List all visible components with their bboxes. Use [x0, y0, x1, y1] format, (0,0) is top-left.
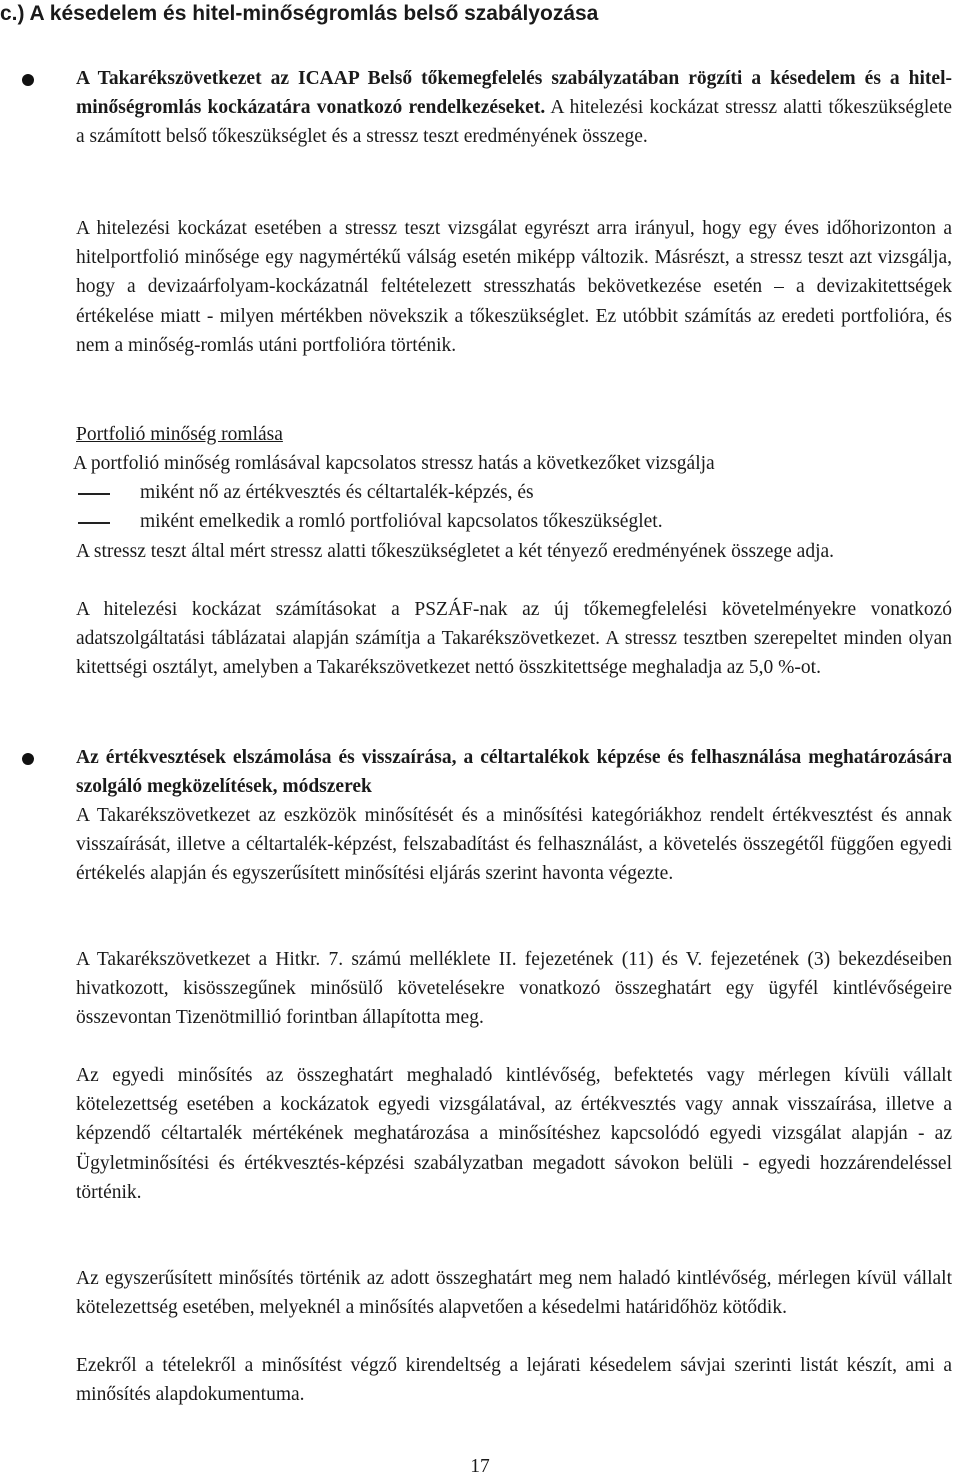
paragraph-text: A Takarékszövetkezet az eszközök minősítését és a minősítési kategóriákhoz rendelt értékvesztést és annak visszaírását, illetve a céltartalék-képzést, felszabadítást és felhasználást, a követelés összegétől függően egyedi értékelés alapján és egyszerűsített minősítési eljárás szerint havonta végezte. — [76, 805, 952, 885]
dash-item-2 — [140, 507, 952, 536]
bullet-icon — [22, 74, 34, 86]
portfolio-block — [73, 420, 952, 478]
section2-paragraph-3 — [76, 1061, 952, 1207]
dash-icon — [78, 522, 110, 524]
dash-icon — [78, 493, 110, 495]
section1-paragraph-4 — [76, 595, 952, 683]
section1-bullet-rest: A hitelezési kockázat stressz alatti tőkeszükséglete a számított belső tőkeszükséglet és a stressz teszt eredményének összege. — [76, 97, 952, 148]
section2-heading-block — [76, 743, 952, 801]
dash-item-1 — [140, 478, 952, 507]
section2-paragraph-1 — [76, 801, 952, 889]
paragraph-text: Az egyszerűsített minősítés történik az adott összeghatárt meg nem haladó kintlévőség, mérlegen kívül vállalt kötelezettség esetében, melyeknél a minősítés alapvetően a késedelmi határidőhöz kötődik. — [76, 1268, 952, 1319]
paragraph-text: A hitelezési kockázat számításokat a PSZÁF-nak az új tőkemegfelelési követelményekre vonatkozó adatszolgáltatási táblázatai alapján számítja a Takarékszövetkezet. A stressz tesztben szerepeltet minden olyan kitettségi osztályt, amelyben a Takarékszövetkezet nettó összkitettsége meghaladja az 5,0 %-ot. — [76, 599, 952, 679]
section1-paragraph-2 — [76, 214, 952, 360]
subheading-portfolio: Portfolió minőség romlása — [76, 424, 283, 445]
section-heading: c.) A késedelem és hitel-minőségromlás belső szabályozása — [0, 2, 599, 25]
dash-item-text: miként emelkedik a romló portfolióval kapcsolatos tőkeszükséglet. — [140, 511, 663, 532]
paragraph-text: A stressz teszt által mért stressz alatti tőkeszükségletet a két tényező eredményének összege adja. — [76, 541, 835, 562]
dash-item-text: miként nő az értékvesztés és céltartalék-képzés, és — [140, 482, 534, 503]
paragraph-text: Az egyedi minősítés az összeghatárt meghaladó kintlévőség, befektetés vagy mérlegen kívüli vállalt kötelezettség esetében a kockázatok egyedi vizsgálatával, az értékvesztés vagy annak visszaírása, illetve a képzendő céltartalék mértékének meghatározása a minősítéshez kapcsolódó egyedi vizsgálat alapján - az Ügyletminősítési és értékvesztés-képzési szabályzatban megadott sávokon belüli - egyedi hozzárendeléssel történik. — [76, 1065, 952, 1203]
section2-paragraph-2 — [76, 945, 952, 1033]
paragraph-text: Ezekről a tételekről a minősítést végző kirendeltség a lejárati késedelem sávjai szerinti listát készít, ami a minősítés alapdokumentuma. — [76, 1355, 952, 1406]
section1-intro — [76, 64, 952, 152]
paragraph-text: A hitelezési kockázat esetében a stressz teszt vizsgálat egyrészt arra irányul, hogy egy éves időhorizonton a hitelportfolió minősége egy nagymértékű válság esetén miképp változik. Másrészt, a stressz teszt azt vizsgálja, hogy a devizaárfolyam-kockázatnál feltételezett stresszhatás bekövetkezése esetén – a devizakitettségek értékelése miatt - milyen mértékben növekszik a tőkeszükséglet. Ez utóbbit számítás az eredeti portfolióra, és nem a minőség-romlás utáni portfolióra történik. — [76, 218, 952, 356]
bullet-icon — [22, 753, 34, 765]
section2-paragraph-4 — [76, 1264, 952, 1322]
section2-bullet-bold: Az értékvesztések elszámolása és visszaírása, a céltartalékok képzése és felhasználása meghatározására szolgáló megközelítések, módszerek — [76, 747, 952, 798]
page-number: 17 — [470, 1456, 490, 1477]
section1-bullet-paragraph — [76, 64, 952, 152]
section1-paragraph-3 — [76, 537, 952, 566]
paragraph-text: A Takarékszövetkezet a Hitkr. 7. számú melléklete II. fejezetének (11) és V. fejezetének (3) bekezdéseiben hivatkozott, kisösszegűnek minősülő követelésekre vonatkozó összeghatárt egy ügyfél kintlévőségeire összevontan Tizenötmillió forintban állapította meg. — [76, 949, 952, 1029]
section2-paragraph-5 — [76, 1351, 952, 1409]
portfolio-intro: A portfolió minőség romlásával kapcsolatos stressz hatás a következőket vizsgálja — [73, 453, 715, 475]
section1-bullet-bold: A Takarékszövetkezet az ICAAP Belső tőkemegfelelés szabályzatában rögzíti a késedelem és a hitel-minőségromlás kockázatára vonatkozó rendelkezéseket. — [76, 68, 952, 119]
